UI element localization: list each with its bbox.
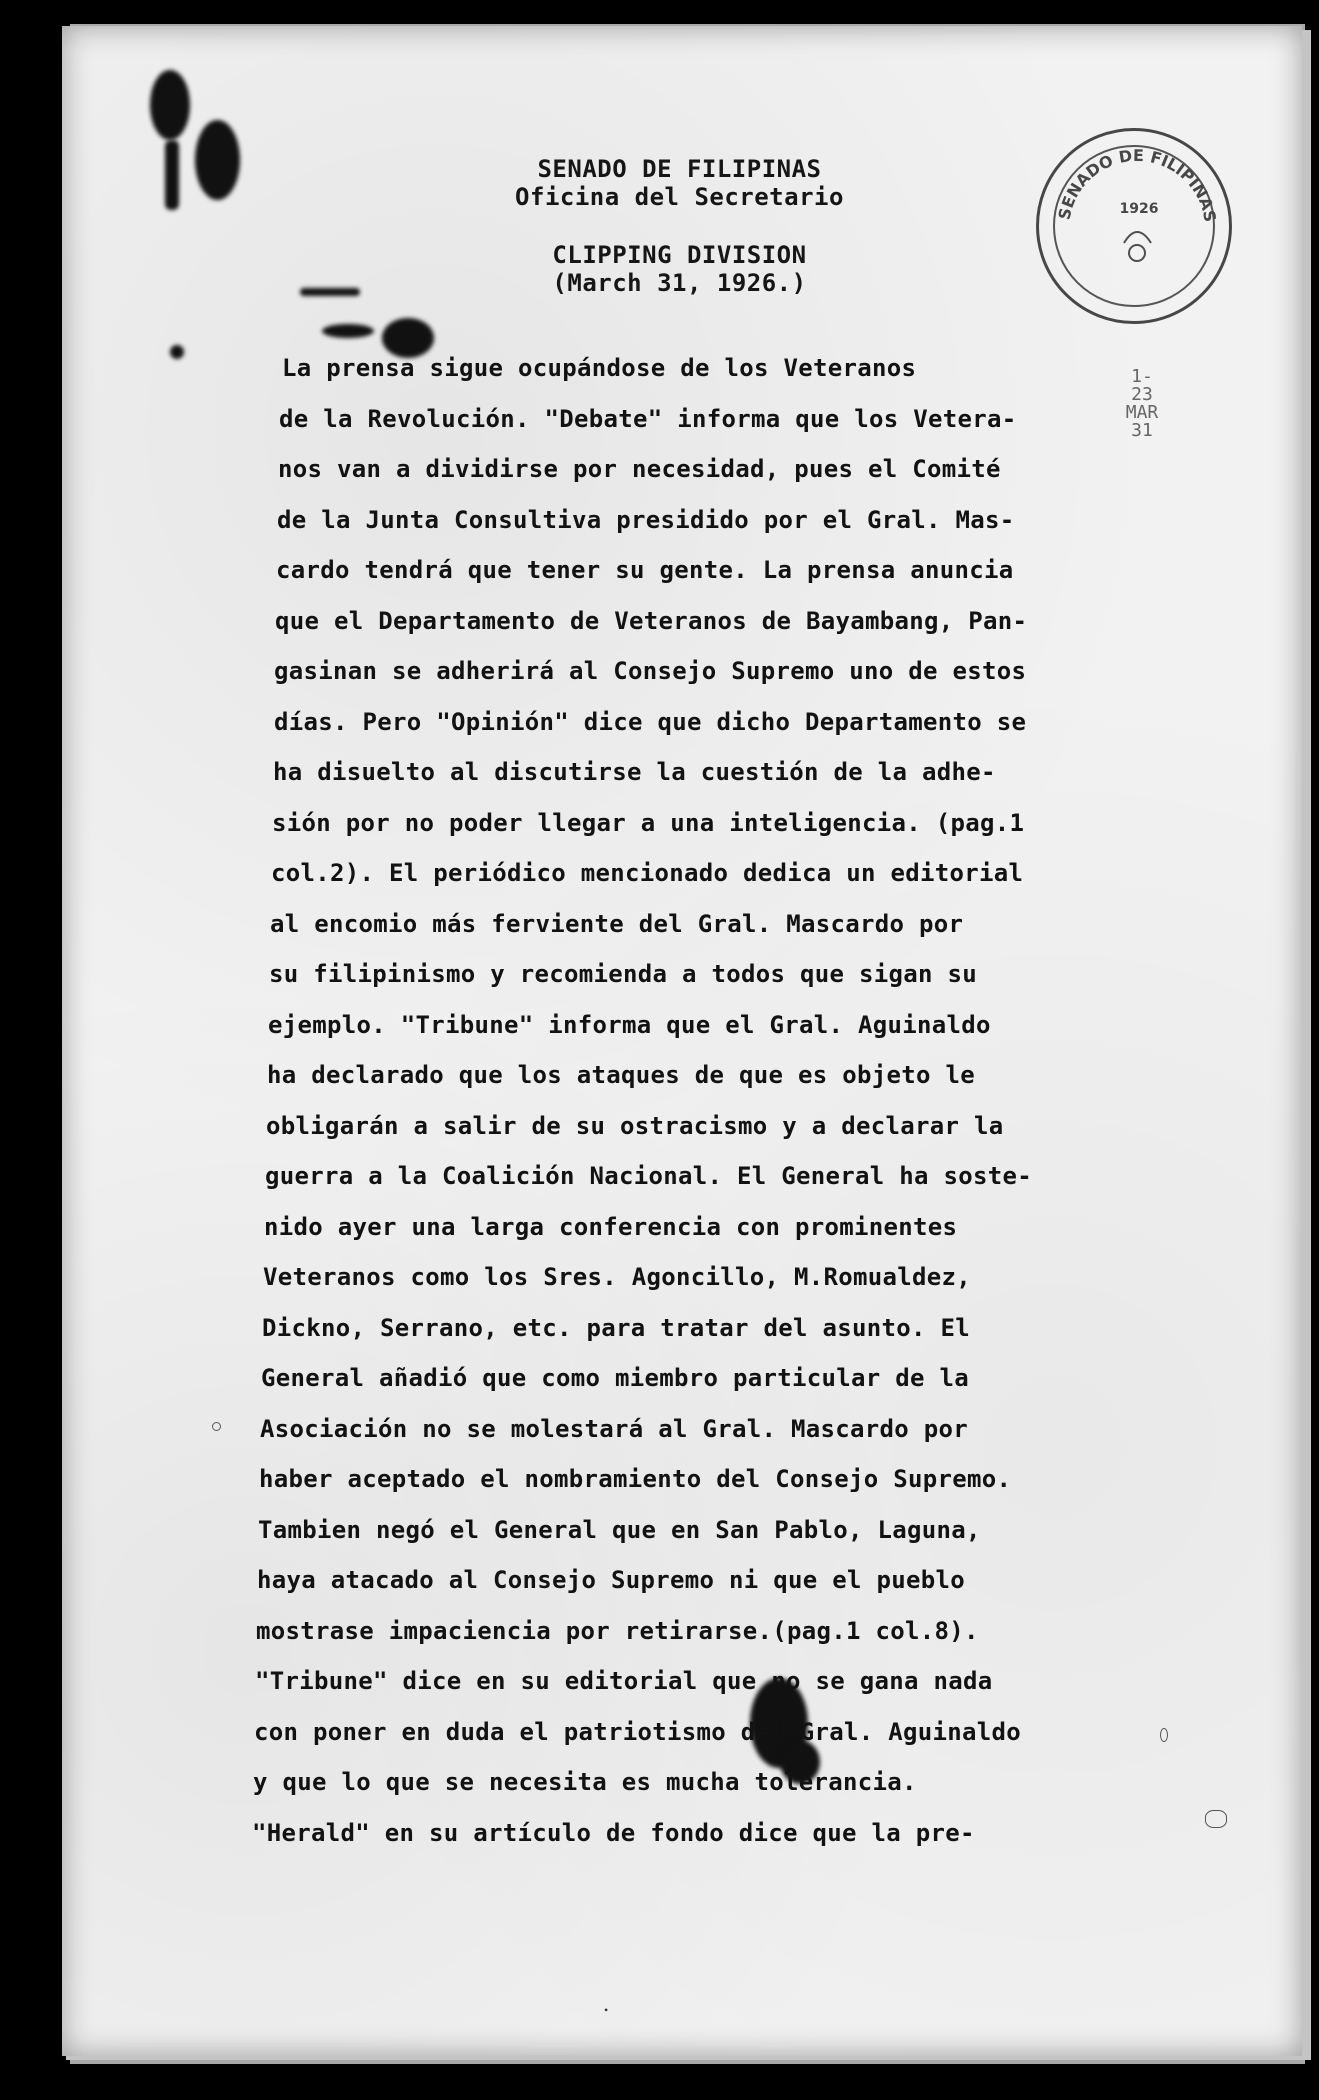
stamp-text: SENADO DE FILIPINAS: [1054, 145, 1220, 224]
body-line: al encomio más ferviente del Gral. Mascardo por: [270, 909, 964, 938]
body-line: y que lo que se necesita es mucha tolerancia.: [253, 1768, 917, 1796]
body-line: obligarán a salir de su ostracismo y a declarar la: [266, 1111, 1004, 1140]
body-line: cardo tendrá que tener su gente. La prensa anuncia: [276, 556, 1014, 584]
stamp-ring-icon: [1039, 131, 1235, 327]
body-line: ha declarado que los ataques de que es objeto le: [267, 1061, 975, 1089]
body-line: nido ayer una larga conferencia con prominentes: [264, 1212, 958, 1241]
body-line: "Herald" en su artículo de fondo dice que la pre-: [252, 1818, 975, 1847]
stamp-date: 1926: [1119, 201, 1159, 217]
body-line: de la Junta Consultiva presidido por el Gral. Mas-: [277, 505, 1015, 534]
body-line: que el Departamento de Veteranos de Bayambang, Pan-: [275, 606, 1028, 635]
body-line: Dickno, Serrano, etc. para tratar del asunto. El: [262, 1313, 970, 1342]
bottom-mark: •: [604, 2003, 609, 2017]
body-line: La prensa sigue ocupándose de los Veteranos: [282, 354, 917, 382]
header-date: (March 31, 1926.): [552, 269, 807, 297]
body-line: ha disuelto al discutirse la cuestión de la adhe-: [273, 758, 996, 786]
body-line: de la Revolución. "Debate" informa que los Vetera-: [279, 404, 1017, 433]
body-line: mostrase impaciencia por retirarse.(pag.1 col.8).: [256, 1616, 979, 1645]
clipping-body: [252, 343, 1072, 1858]
body-line: gasinan se adherirá al Consejo Supremo uno de estos: [274, 657, 1027, 685]
body-line: Tambien negó el General que en San Pablo, Laguna,: [258, 1515, 981, 1544]
body-line: con poner en duda el patriotismo del Gral. Aguinaldo: [254, 1717, 1021, 1746]
hole-mark: [1205, 1810, 1227, 1828]
body-line: col.2). El periódico mencionado dedica un editorial: [271, 859, 1024, 887]
senate-stamp: [1036, 128, 1232, 324]
body-line: guerra a la Coalición Nacional. El General ha soste-: [265, 1162, 1032, 1190]
body-line: nos van a dividirse por necesidad, pues el Comité: [278, 455, 1001, 483]
body-line: sión por no poder llegar a una inteligencia. (pag.1: [272, 808, 1025, 837]
body-line: General añadió que como miembro particular de la: [261, 1364, 969, 1392]
ink-smudge: [322, 324, 374, 338]
header-office: Oficina del Secretario: [515, 183, 844, 211]
hole-mark: [212, 1422, 221, 1431]
received-mark: 1-23 MAR 31: [1125, 366, 1159, 441]
body-line: días. Pero "Opinión" dice que dicho Departamento se: [274, 707, 1027, 736]
body-line: haya atacado al Consejo Supremo ni que el pueblo: [257, 1566, 965, 1594]
body-line: "Tribune" dice en su editorial que no se gana nada: [255, 1667, 993, 1695]
hole-mark: [1160, 1728, 1168, 1742]
header-senate: SENADO DE FILIPINAS: [537, 155, 822, 183]
body-line: Veteranos como los Sres. Agoncillo, M.Romualdez,: [263, 1263, 971, 1291]
body-line: haber aceptado el nombramiento del Consejo Supremo.: [259, 1465, 1012, 1493]
body-line: Asociación no se molestará al Gral. Mascardo por: [260, 1414, 968, 1443]
ink-smudge: [150, 70, 190, 140]
body-line: ejemplo. "Tribune" informa que el Gral. Aguinaldo: [268, 1010, 991, 1039]
header-division: CLIPPING DIVISION: [552, 241, 807, 269]
ink-smudge: [170, 345, 184, 359]
body-line: su filipinismo y recomienda a todos que sigan su: [269, 960, 977, 988]
